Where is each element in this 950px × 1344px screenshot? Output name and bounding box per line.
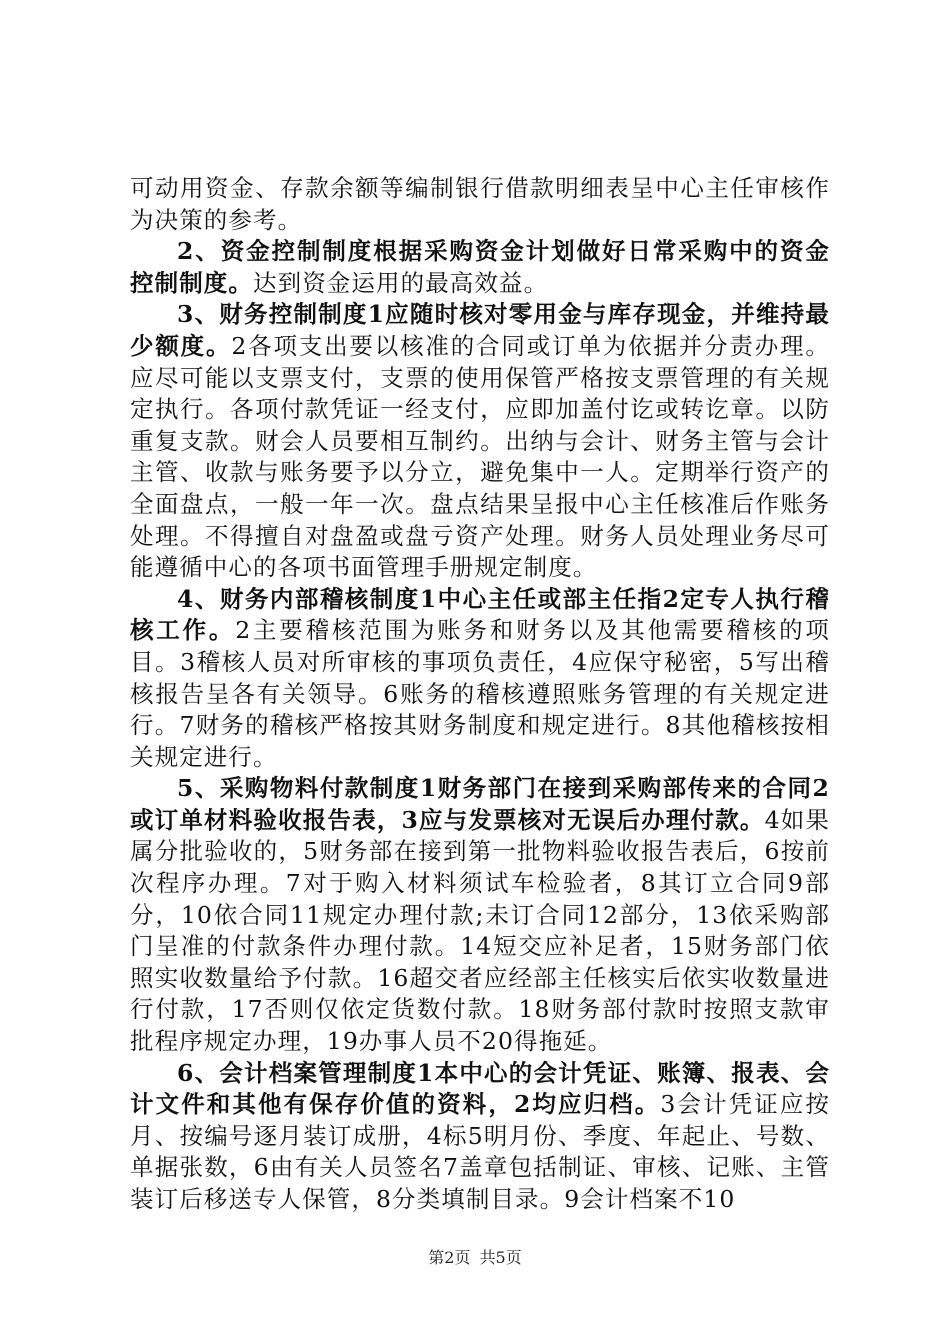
paragraph-text: 3会计凭证应按月、按编号逐月装订成册，4标5明月份、季度、年起止、号数、单据张数，6由有关人员签名7盖章包括制证、审核、记账、主管装订后移送专人保管，8分类填制目录。9会计档案不10: [130, 1090, 831, 1213]
page-total: 共5页: [479, 1248, 522, 1267]
paragraph-internal-audit: [130, 584, 830, 774]
paragraph-text: 4如果属分批验收的，5财务部在接到第一批物料验收报告表后，6按前次程序办理。7对于购入材料须试车检验者，8其订立合同9部分，10依合同11规定办理付款;未订合同12部分，13依采购部门呈准的付款条件办理付款。14短交应补足者，15财务部门依照实收数量给予付款。16超交者应经部主任核实后依实收数量进行付款，17否则仅依定货数付款。18财务部付款时按照支款审批程序规定办理，19办事人员不20得拖延。: [130, 805, 830, 1056]
paragraph-text: 2各项支出要以核准的合同或订单为依据并分责办理。应尽可能以支票支付，支票的使用保管严格按支票管理的有关规定执行。各项付款凭证一经支付，应即加盖付讫或转讫章。以防重复支款。财会人员要相互制约。出纳与会计、财务主管与会计主管、收款与账务要予以分立，避免集中一人。定期举行资产的全面盘点，一般一年一次。盘点结果呈报中心主任核准后作账务处理。不得擅自对盘盈或盘亏资产处理。财务人员处理业务尽可能遵循中心的各项书面管理手册规定制度。: [130, 331, 830, 582]
page-number: 第2页: [428, 1248, 471, 1267]
paragraph-text: 2主要稽核范围为账务和财务以及其他需要稽核的项目。3稽核人员对所审核的事项负责任，4应保守秘密，5写出稽核报告呈各有关领导。6账务的稽核遵照账务管理的有关规定进行。7财务的稽核严格按其财务制度和规定进行。8其他稽核按相关规定进行。: [130, 616, 830, 771]
paragraph-archive-management: [130, 1058, 830, 1216]
paragraph-lead: 2、资金控制制度根据采购资金计划做好日常采购中的资金控制制度。: [130, 237, 830, 297]
page-footer: [0, 1245, 950, 1268]
paragraph-lead: 3、财务控制制度1应随时核对零用金与库存现金，并维持最少额度。: [130, 300, 830, 360]
paragraph-fund-control: [130, 236, 830, 299]
document-body: [130, 173, 830, 1216]
paragraph-lead: 5、采购物料付款制度1财务部门在接到采购部传来的合同2或订单材料验收报告表，3应与发票核对无误后办理付款。: [130, 774, 830, 834]
paragraph-finance-control: [130, 299, 830, 583]
paragraph-continuation: [130, 173, 830, 236]
paragraph-procurement-payment: [130, 773, 830, 1057]
paragraph-lead: 6、会计档案管理制度1本中心的会计凭证、账簿、报表、会计文件和其他有保存价值的资料，2均应归档。: [130, 1058, 830, 1119]
paragraph-lead: 4、财务内部稽核制度1中心主任或部主任指2定专人执行稽核工作。: [130, 584, 830, 645]
paragraph-text: 可动用资金、存款余额等编制银行借款明细表呈中心主任审核作为决策的参考。: [130, 174, 830, 234]
paragraph-text: 达到资金运用的最高效益。: [253, 268, 549, 297]
